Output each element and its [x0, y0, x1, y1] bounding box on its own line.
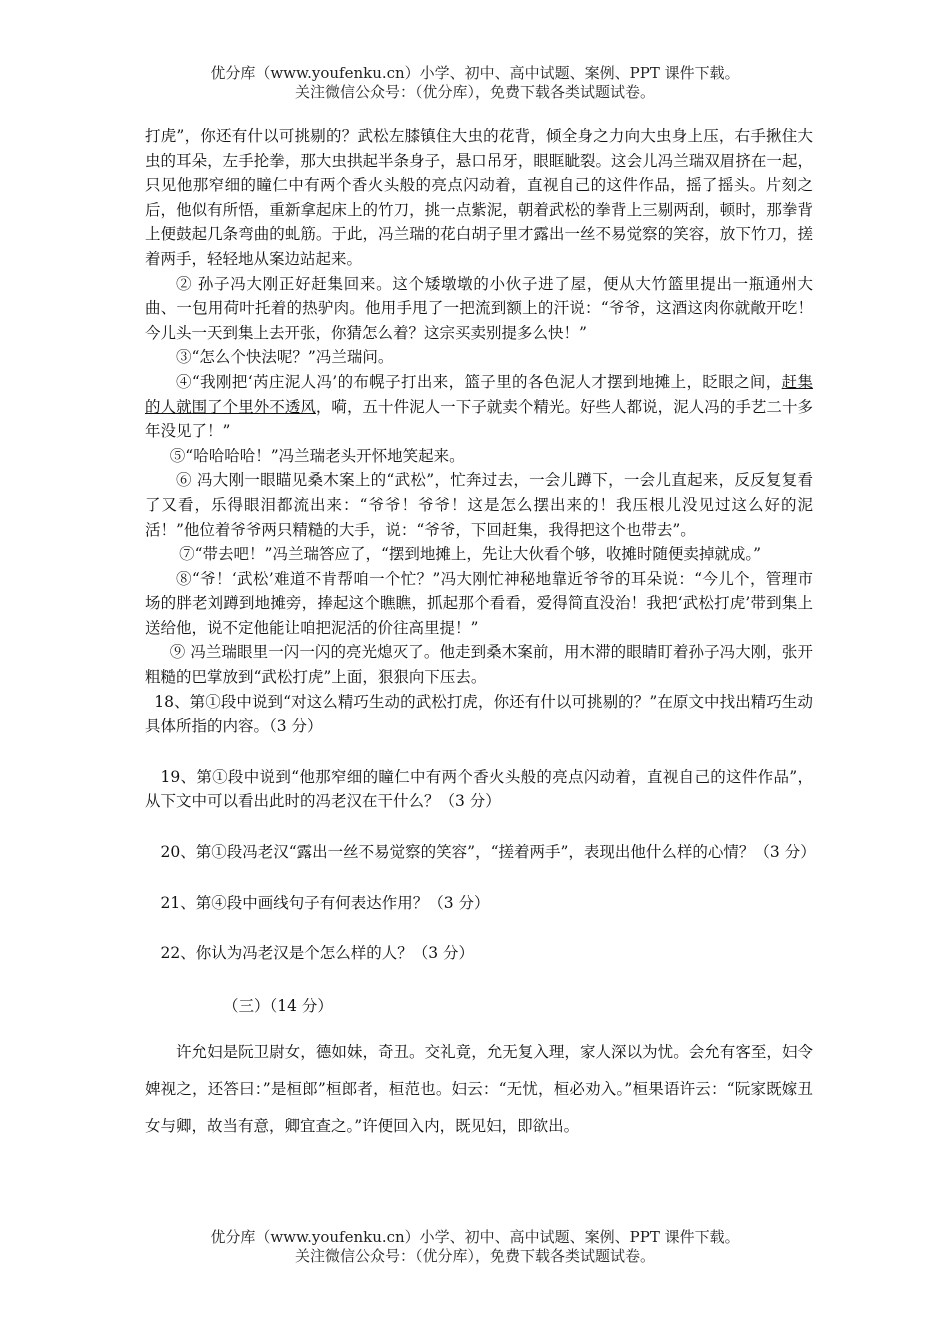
section-3-passage: 许允妇是阮卫尉女，德如妹，奇丑。交礼竟，允无复入理，家人深以为忧。会允有客至，妇令婢视之，还答曰：”是桓郎”桓郎者，桓范也。妇云：“无忧，桓必劝入。”桓果语许云：“阮家既嫁丑女与卿，故当有意，卿宜查之。”许便回入内，既见妇，即欲出。	[145, 1043, 813, 1136]
passage-paragraph-7: ⑦“带去吧！”冯兰瑞答应了，“摆到地摊上，先让大伙看个够，收摊时随便卖掉就成。”	[179, 545, 762, 564]
question-22: 22、你认为冯老汉是个怎么样的人？（3 分）	[160, 944, 475, 963]
question-20: 20、第①段冯老汉“露出一丝不易觉察的笑容”，“搓着两手”，表现出他什么样的心情？（3 分）	[160, 843, 816, 862]
answer-space-21	[145, 915, 813, 941]
footer-line-2: 关注微信公众号：（优分库），免费下载各类试题试卷。	[294, 1247, 655, 1265]
document-body	[145, 124, 816, 1145]
page-footer	[0, 1228, 950, 1266]
question-21: 21、第④段中画线句子有何表达作用？（3 分）	[160, 893, 490, 912]
section-gap	[145, 1018, 813, 1034]
footer-line-1: 优分库（www.youfenku.cn）小学、初中、高中试题、案例、PPT 课件下载。	[210, 1228, 740, 1246]
passage-paragraph-5: ⑤“哈哈哈哈！”冯兰瑞老头开怀地笑起来。	[169, 446, 465, 465]
answer-space-18	[145, 739, 813, 765]
passage-paragraph-6: ⑥ 冯大刚一眼瞄见桑木案上的“武松”，忙奔过去，一会儿蹲下，一会儿直起来，反反复复看了又看，乐得眼泪都流出来：“爷爷！爷爷！这是怎么摆出来的！我压根儿没见过这么好的泥活！”他位着爷爷两只精糙的大手，说：“爷爷，下回赶集，我得把这个也带去”。	[145, 471, 813, 539]
passage-paragraph-2: ② 孙子冯大刚正好赶集回来。这个矮墩墩的小伙子进了屋，便从大竹篮里提出一瓶通州大曲、一包用荷叶托着的热驴肉。他用手甩了一把流到额上的汗说：“爷爷，这酒这肉你就敞开吃！今儿头一天到集上去开张，你猜怎么着？这宗买卖别提多么快！”	[145, 274, 813, 342]
section-3-title: （三）（14 分）	[223, 996, 333, 1015]
passage-paragraph-9: ⑨ 冯兰瑞眼里一闪一闪的亮光熄灭了。他走到桑木案前，用木滞的眼睛盯着孙子冯大刚，张开粗糙的巴掌放到“武松打虎”上面，狠狠向下压去。	[145, 643, 813, 687]
passage-paragraph-1-cont: 打虎”，你还有什以可挑剔的？武松左膝镇住大虫的花背，倾全身之力向大虫身上压，右手揪住大虫的耳朵，左手抡拳，那大虫拱起半条身子，悬口吊牙，眼眶眦裂。这会儿冯兰瑞双眉挤在一起，只见他那窄细的瞳仁中有两个香火头般的亮点闪动着，直视自己的这件作品，摇了摇头。片刻之后，他似有所悟，重新拿起床上的竹刀，挑一点紫泥，朝着武松的拳背上三剔两刮，顿时，那拳背上便鼓起几条弯曲的虬筋。于此，冯兰瑞的花白胡子里才露出一丝不易觉察的笑容，放下竹刀，搓着两手，轻轻地从案边站起来。	[145, 127, 813, 268]
passage-paragraph-3: ③“怎么个快法呢？”冯兰瑞问。	[176, 348, 394, 367]
answer-space-20	[145, 865, 813, 891]
header-line-2: 关注微信公众号：（优分库），免费下载各类试题试卷。	[294, 83, 655, 101]
answer-space-22	[145, 966, 813, 992]
passage-paragraph-4	[145, 370, 813, 444]
paragraph-4-part-b: ，嗬，五十件泥人一下子就卖个精光。好些人都说，泥人冯的手艺二十多年没见了！”	[145, 397, 813, 441]
question-19: 19、第①段中说到“他那窄细的瞳仁中有两个香火头般的亮点闪动着，直视自己的这件作品”，从下文中可以看出此时的冯老汉在干什么？（3 分）	[145, 767, 813, 811]
paragraph-4-part-a: ④“我刚把‘芮庄泥人冯’的布幌子打出来，篮子里的各色泥人才摆到地摊上，眨眼之间，	[176, 372, 782, 391]
answer-space-19	[145, 814, 813, 840]
passage-paragraph-8: ⑧“爷！‘武松’难道不肯帮咱一个忙？”冯大刚忙神秘地靠近爷爷的耳朵说：“今儿个，管理市场的胖老刘蹲到地摊旁，捧起这个瞧瞧，抓起那个看看，爱得简直没治！我把‘武松打虎’带到集上送给他，说不定他能让咱把泥活的价往高里提！”	[145, 569, 813, 637]
question-18: 18、第①段中说到“对这么精巧生动的武松打虎，你还有什以可挑剔的？”在原文中找出精巧生动具体所指的内容。（3 分）	[145, 692, 813, 736]
page-header	[0, 64, 950, 102]
underlined-sentence: 赶集的人就围了个里外不透风	[145, 372, 813, 416]
header-line-1: 优分库（www.youfenku.cn）小学、初中、高中试题、案例、PPT 课件下载。	[210, 64, 740, 82]
